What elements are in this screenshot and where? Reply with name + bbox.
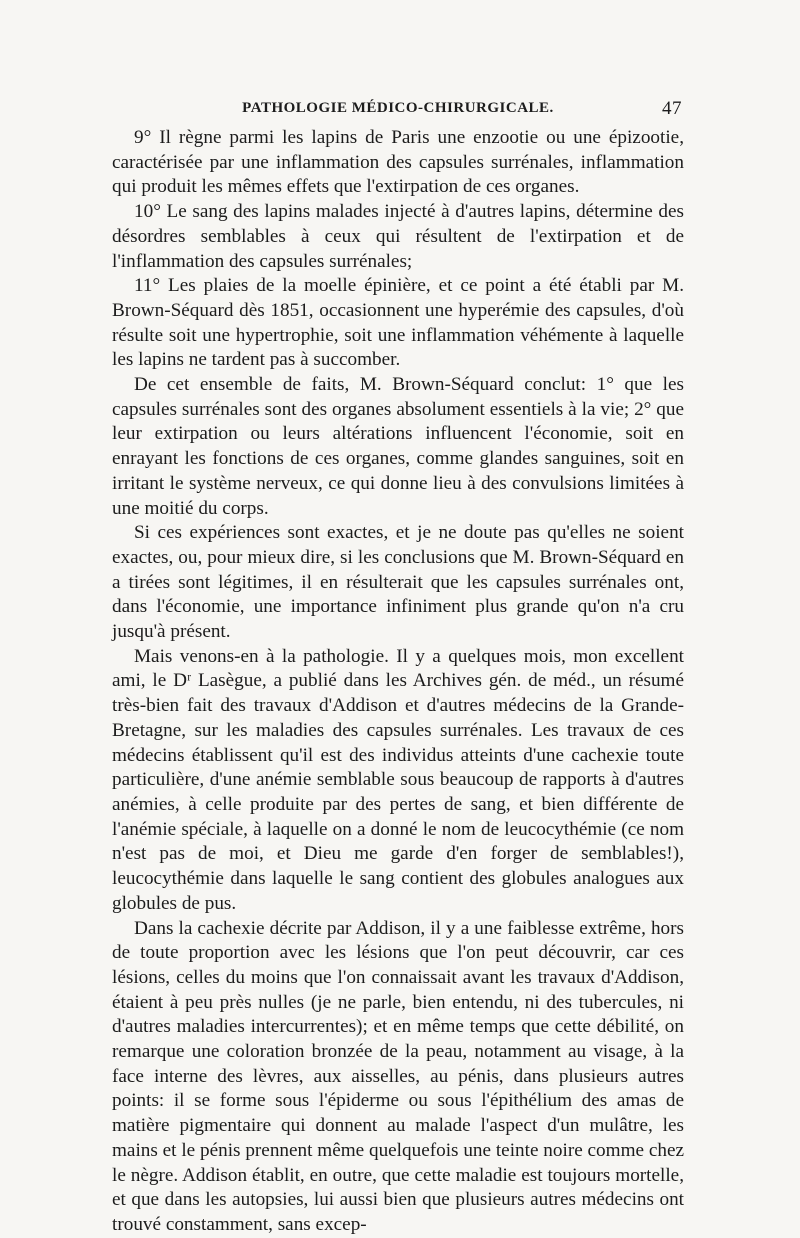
paragraph-conclusion: De cet ensemble de faits, M. Brown-Séquard conclut: 1° que les capsules surrénales sont des organes absolument essentiels à la vie; 2° que leur extirpation ou leurs altérations influencent l'économie, soit en enrayant les fonctions de ces organes, comme glandes sanguines, soit en irritant le système nerveux, ce qui donne lieu à des convulsions limitées à une moitié du corps. [112, 374, 684, 519]
paragraph-10: 10° Le sang des lapins malades injecté à d'autres lapins, détermine des désordres semblables à ceux qui résultent de l'extirpation et de l'inflammation des capsules surrénales; [112, 201, 684, 272]
paragraph-experiences: Si ces expériences sont exactes, et je ne doute pas qu'elles ne soient exactes, ou, pour mieux dire, si les conclusions que M. Brown-Séquard en a tirées sont légitimes, il en résulterait que les capsules surrénales ont, dans l'économie, une importance infiniment plus grande qu'on n'a cru jusqu'à présent. [112, 522, 684, 643]
paragraph-addison: Dans la cachexie décrite par Addison, il y a une faiblesse extrême, hors de toute proportion avec les lésions que l'on peut découvrir, car ces lésions, celles du moins que l'on connaissait avant les travaux d'Addison, étaient à peu près nulles (je ne parle, bien entendu, ni des tubercules, ni d'autres maladies intercurrentes); et en même temps que cette débilité, on remarque une coloration bronzée de la peau, notamment au visage, à la face interne des lèvres, aux aisselles, au pénis, dans plusieurs autres points: il se forme sous l'épiderme ou sous l'épithélium des amas de matière pigmentaire qui donnent au malade l'aspect d'un mulâtre, les mains et le pénis prennent même quelquefois une teinte noire comme chez le nègre. Addison établit, en outre, que cette maladie est toujours mortelle, et que dans les autopsies, lui aussi bien que plusieurs autres médecins ont trouvé constamment, sans excep- [112, 917, 684, 1235]
paragraph-11: 11° Les plaies de la moelle épinière, et ce point a été établi par M. Brown-Séquard dès 1851, occasionnent une hyperémie des capsules, d'où résulte soit une hypertrophie, soit une inflammation véhémente à laquelle les lapins ne tardent pas à succomber. [112, 275, 684, 371]
running-header [112, 92, 684, 118]
paragraph-9: 9° Il règne parmi les lapins de Paris une enzootie ou une épizootie, caractérisée par une inflammation des capsules surrénales, inflammation qui produit les mêmes effets que l'extirpation de ces organes. [112, 127, 684, 198]
page-number: 47 [662, 98, 682, 119]
page-body [112, 126, 684, 1238]
paragraph-pathology: Mais venons-en à la pathologie. Il y a quelques mois, mon excellent ami, le Dʳ Lasègue, a publié dans les Archives gén. de méd., un résumé très-bien fait des travaux d'Addison et d'autres médecins de la Grande-Bretagne, sur les maladies des capsules surrénales. Les travaux de ces médecins établissent qu'il est des individus atteints d'une cachexie toute particulière, d'une anémie semblable sous beaucoup de rapports à d'autres anémies, à celle produite par des pertes de sang, et bien différente de l'anémie spéciale, à laquelle on a donné le nom de leucocythémie (ce nom n'est pas de moi, et Dieu me garde d'en forger de semblables!), leucocythémie dans laquelle le sang contient des globules analogues aux globules de pus. [112, 645, 684, 914]
book-page [112, 92, 684, 1238]
running-title: PATHOLOGIE MÉDICO-CHIRURGICALE. [242, 100, 554, 116]
